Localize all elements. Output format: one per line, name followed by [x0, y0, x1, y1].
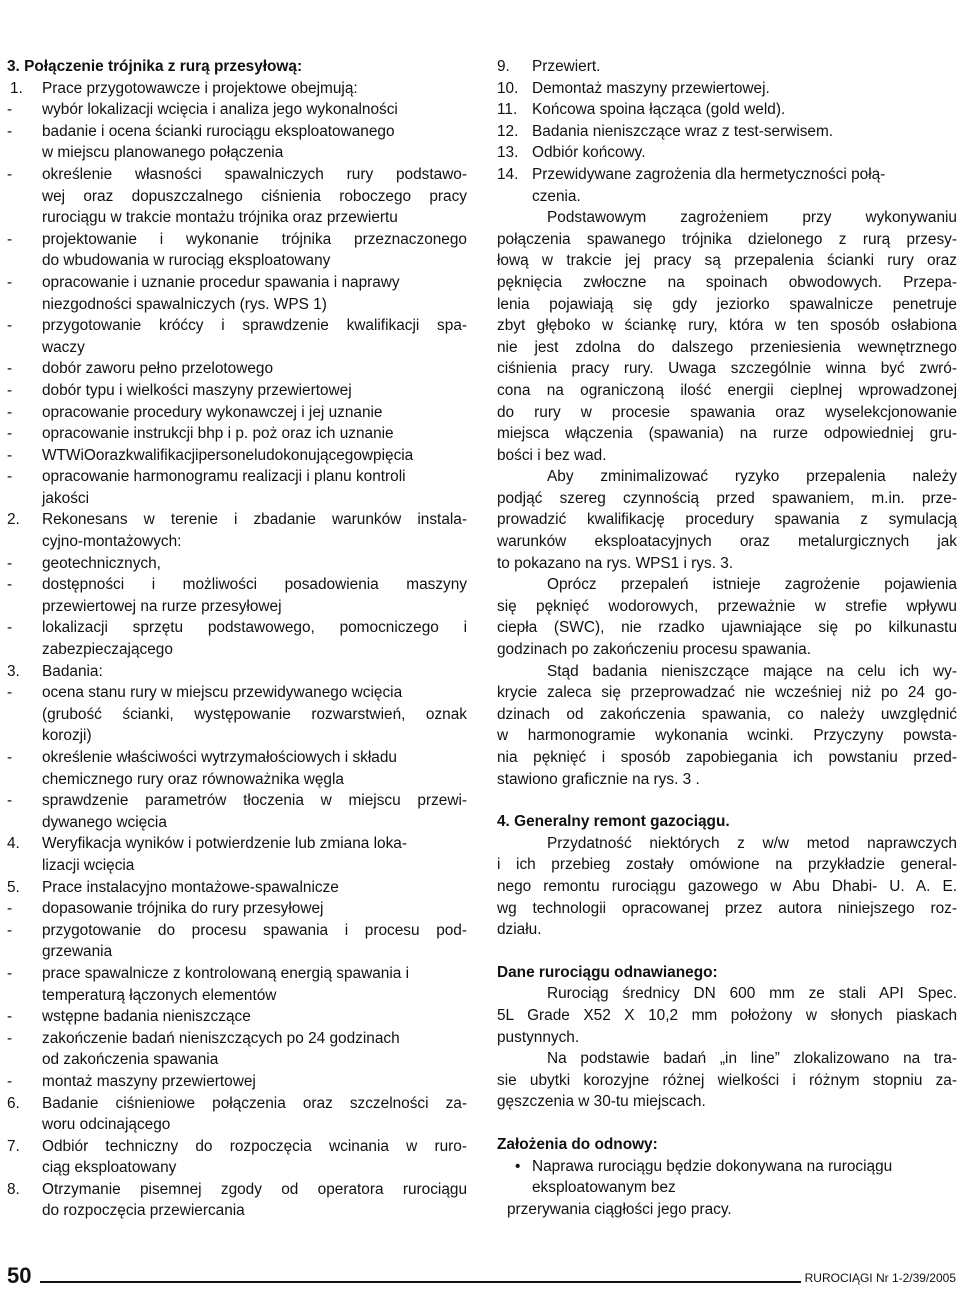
paragraph-line: godzinach po zakończeniu procesu spawania.: [497, 641, 812, 659]
dash-marker: -: [7, 554, 13, 572]
dash-marker: -: [7, 576, 13, 594]
number-marker: 10.: [497, 79, 519, 97]
list-item-text: Demontaż maszyny przewiertowej.: [532, 79, 770, 97]
paragraph-line: warunków eksploatacyjnych oraz metalurgicznych jak: [497, 533, 957, 551]
list-item-continuation: [7, 596, 467, 618]
paragraph-line: bości i bez wad.: [497, 446, 607, 464]
list-item: [7, 272, 467, 294]
list-item-continuation: [7, 812, 467, 834]
paragraph-line: nia pęknięć i sposób zapobiegania ich powstaniu przed-: [497, 749, 957, 766]
list-item-continuation: [7, 1114, 467, 1136]
list-item-text: ciąg eksploatowany: [42, 1159, 177, 1177]
number-marker: 2.: [7, 511, 20, 529]
list-item-text: przewiertowej na rurze przesyłowej: [42, 597, 282, 615]
list-item-text: jakości: [42, 489, 90, 507]
list-item-text: Prace przygotowawcze i projektowe obejmują:: [42, 79, 358, 97]
list-item: [497, 78, 957, 100]
paragraph-line: się pęknięć wodorowych, przeważnie w strefie wpływu: [497, 597, 957, 615]
subheading-pipeline-data: Dane rurociągu odnawianego:: [497, 963, 718, 981]
list-item-continuation: [7, 639, 467, 661]
paragraph-line: Przydatność niektórych z w/w metod naprawczych: [547, 834, 957, 852]
list-item-text: lokalizacji sprzętu podstawowego, pomocniczego i: [42, 619, 467, 637]
list-item-continuation: [7, 250, 467, 272]
list-item-continuation: [7, 1200, 467, 1222]
list-item: [497, 121, 957, 143]
right-column: [497, 56, 957, 1220]
paragraph-line: dzinach od zakończenia spawania, co należy uwzględnić: [497, 705, 957, 723]
list-item: [7, 963, 467, 985]
dash-marker: -: [7, 360, 13, 378]
list-item: [7, 833, 467, 855]
dash-marker: -: [7, 230, 13, 248]
list-item-continuation: [7, 769, 467, 791]
list-item: [7, 1028, 467, 1050]
section-heading-4: 4. Generalny remont gazociągu.: [497, 813, 730, 831]
bullet-list: [497, 1156, 957, 1199]
list-item-text: wej oraz dopuszczalnego ciśnienia roboczego pracy: [42, 187, 467, 205]
list-item: [7, 1179, 467, 1201]
list-item-text: Rekonesans w terenie i zbadanie warunków instala-: [42, 511, 467, 529]
section-heading: 3. Połączenie trójnika z rurą przesyłową:: [7, 58, 303, 75]
number-marker: 7.: [7, 1137, 20, 1155]
bullet-text: Naprawa rurociągu będzie dokonywana na rurociągu: [532, 1157, 893, 1175]
list-item: [7, 445, 467, 467]
paragraph-line: wg technologii opracowanej przez autora niniejszego roz-: [497, 899, 957, 917]
dash-marker: -: [7, 792, 13, 810]
paragraph-line: miejsca włączenia (spawania) na rurze odpowiedniej gru-: [497, 425, 957, 443]
list-item-text: opracowanie procedury wykonawczej i jej uznanie: [42, 403, 383, 421]
spacer: [497, 941, 957, 962]
list-item: [497, 56, 957, 78]
list-item: [7, 358, 467, 380]
list-item: [7, 402, 467, 424]
list-item-text: montaż maszyny przewiertowej: [42, 1072, 256, 1090]
bullet-text: eksploatowanym bez: [532, 1179, 676, 1197]
list-item-text: określenie własności spawalniczych rury podstawo-: [42, 165, 467, 183]
list-item: [497, 164, 957, 186]
list-item-text: Przewiert.: [532, 58, 601, 75]
paragraph-line: Aby zminimalizować ryzyko przepalenia należy: [547, 468, 957, 486]
list-item-continuation: [7, 725, 467, 747]
number-marker: 3.: [7, 662, 20, 680]
list-item-text: grzewania: [42, 943, 113, 961]
list-item-text: temperaturą łączonych elementów: [42, 986, 277, 1004]
list-item: [7, 315, 467, 337]
list-item-text: waczy: [42, 338, 85, 356]
list-item-text: Końcowa spoina łącząca (gold weld).: [532, 101, 786, 119]
list-item-continuation: [7, 1157, 467, 1179]
list-item-continuation: [7, 142, 467, 164]
paragraph-line: Stąd badania nieniszczące mające na celu ich wy-: [547, 662, 957, 680]
number-marker: 11.: [497, 101, 518, 119]
list-item-text: WTWiOorazkwalifikacjipersoneludokonującegowpięcia: [42, 446, 414, 464]
list-item: [7, 790, 467, 812]
list-item: [7, 682, 467, 704]
list-item-text: geotechnicznych,: [42, 554, 161, 572]
list-item-continuation: [7, 337, 467, 359]
paragraph-hydrogen-cracks: [497, 574, 957, 660]
paragraph-line: 5L Grade X52 X 10,2 mm położony w słonych piaskach: [497, 1006, 957, 1024]
spacer: [497, 1113, 957, 1134]
list-item-text: projektowanie i wykonanie trójnika przeznaczonego: [42, 230, 467, 248]
list-item-continuation: [7, 531, 467, 553]
dash-marker: -: [7, 468, 13, 486]
list-item-continuation: [7, 294, 467, 316]
list-item-text: zakończenie badań nieniszczących po 24 godzinach: [42, 1029, 400, 1047]
paragraph-inline-inspection: [497, 1048, 957, 1113]
paragraph-line: stawiono graficznie na rys. 3 .: [497, 770, 700, 788]
paragraph-line: nego remontu rurociągu gazowego w Abu Dhabi- U. A. E.: [497, 877, 957, 895]
list-item: [7, 99, 467, 121]
paragraph-ndt-timing: [497, 661, 957, 791]
list-item-text: sprawdzenie parametrów tłoczenia w miejscu przewi-: [42, 792, 467, 810]
list-item: [7, 747, 467, 769]
list-item-text: prace spawalnicze z kontrolowaną energią spawania i: [42, 964, 410, 982]
list-item: [7, 661, 467, 683]
paragraph-line: Podstawowym zagrożeniem przy wykonywaniu: [547, 209, 957, 227]
list-item-continuation: [7, 207, 467, 229]
list-item-text: niezgodności spawalniczych (rys. WPS 1): [42, 295, 327, 313]
list-item-continuation: [7, 941, 467, 963]
paragraph-line: podjąć szereg czynnością przed spawaniem, m.in. prze-: [497, 489, 957, 507]
paragraph-line: sie ubytki korozyjne różnej wielkości i różnym stopniu za-: [497, 1071, 957, 1089]
list-item-continuation: [7, 985, 467, 1007]
paragraph-line: działu.: [497, 921, 542, 939]
list-item-text: Przewidywane zagrożenia dla hermetyczności połą-: [532, 165, 886, 183]
dash-marker: -: [7, 1029, 13, 1047]
list-item-text: w miejscu planowanego połączenia: [42, 144, 284, 162]
list-item: [7, 121, 467, 143]
paragraph-overhaul: [497, 833, 957, 941]
subheading-assumptions: Założenia do odnowy:: [497, 1135, 658, 1153]
list-item-text: cyjno-montażowych:: [42, 533, 182, 551]
list-item-text: dywanego wcięcia: [42, 813, 167, 831]
list-item-continuation: [7, 186, 467, 208]
list-item-text: przygotowanie do procesu spawania i procesu pod-: [42, 921, 467, 939]
list-item-text: Odbiór techniczny do rozpoczęcia wcinania w ruro-: [42, 1137, 467, 1155]
paragraph-line: cona na ograniczoną ilość energii cieplnej wprowadzonej: [497, 381, 957, 399]
list-item-text: do wbudowania w rurociąg eksploatowany: [42, 252, 331, 270]
list-item-text: badanie i ocena ścianki rurociągu eksploatowanego: [42, 122, 395, 140]
paragraph-line: Oprócz przepaleń istnieje zagrożenie pojawienia: [547, 576, 957, 594]
list-item-text: Badania:: [42, 662, 103, 680]
number-marker: 8.: [7, 1180, 20, 1198]
list-item: [7, 553, 467, 575]
list-item: [7, 920, 467, 942]
list-item-text: od zakończenia spawania: [42, 1051, 219, 1069]
list-item-text: Badanie ciśnieniowe połączenia oraz szczelności za-: [42, 1094, 467, 1112]
list-item-text: opracowanie instrukcji bhp i p. poż oraz ich uznanie: [42, 425, 394, 443]
number-marker: 5.: [7, 878, 20, 896]
list-item-text: dobór zaworu pełno przelotowego: [42, 360, 274, 378]
dash-marker: -: [7, 122, 13, 140]
left-column: [7, 56, 467, 1222]
list-item-text: rurociągu w trakcie montażu trójnika oraz przewiertu: [42, 209, 398, 227]
paragraph-line: ciśnienia pracy rury. Uwaga szczególnie winna być zwró-: [497, 360, 957, 378]
dash-marker: -: [7, 619, 13, 637]
dash-marker: -: [7, 381, 13, 399]
paragraph-line: ciepła (SWC), nie rzadko ujawniające się po kilkunastu: [497, 619, 957, 637]
list-item: [7, 574, 467, 596]
list-item: [7, 380, 467, 402]
bullet-icon: •: [515, 1157, 521, 1175]
list-item: [7, 1006, 467, 1028]
number-marker: 6.: [7, 1094, 20, 1112]
paragraph-line: i ich przebieg zostały omówione na przykładzie general-: [497, 856, 957, 874]
list-item-text: określenie właściwości wytrzymałościowych i składu: [42, 749, 397, 766]
dash-marker: -: [7, 900, 13, 918]
list-item: [7, 164, 467, 186]
paragraph-pipeline-spec: [497, 983, 957, 1048]
bullet-item: [497, 1156, 957, 1178]
list-item: [497, 99, 957, 121]
list-item-text: Odbiór końcowy.: [532, 144, 646, 162]
list-item-continuation: [7, 1049, 467, 1071]
list-item-text: dostępności i możliwości posadowienia maszyny: [42, 576, 467, 594]
left-list: [7, 78, 467, 1222]
list-item-text: Badania nieniszczące wraz z test-serwisem.: [532, 122, 834, 140]
list-item-text: wybór lokalizacji wcięcia i analiza jego wykonalności: [42, 101, 398, 119]
dash-marker: -: [7, 446, 13, 464]
dash-marker: -: [7, 425, 13, 443]
list-item: [497, 142, 957, 164]
spacer: [497, 790, 957, 811]
list-item-text: do rozpoczęcia przewiercania: [42, 1202, 245, 1220]
list-item-text: (grubość ścianki, występowanie rozwarstwień, oznak: [42, 705, 467, 723]
dash-marker: -: [7, 921, 13, 939]
list-item-text: dobór typu i wielkości maszyny przewiertowej: [42, 381, 352, 399]
paragraph-line: połączenia spawanego trójnika dzielonego z rurą przesy-: [497, 230, 957, 248]
list-item-text: czenia.: [532, 187, 581, 205]
number-marker: 1.: [10, 79, 23, 97]
journal-reference: RUROCIĄGI Nr 1-2/39/2005: [801, 1271, 956, 1285]
list-item-continuation: [7, 855, 467, 877]
paragraph-line: zbyt głęboko w ściankę rury, która w ten sposób osłabiona: [497, 317, 957, 335]
dash-marker: -: [7, 403, 13, 421]
dash-marker: -: [7, 165, 13, 183]
list-item-text: ocena stanu rury w miejscu przewidywanego wcięcia: [42, 684, 403, 702]
list-item: [7, 78, 467, 100]
bullet-continuation: przerywania ciągłości jego pracy.: [507, 1200, 732, 1218]
list-item-text: Weryfikacja wyników i potwierdzenie lub zmiana loka-: [42, 835, 407, 853]
continued-list: [497, 56, 957, 207]
list-item-continuation: [7, 488, 467, 510]
list-item: [7, 1136, 467, 1158]
paragraph-line: gęszczenia w 30-tu miejscach.: [497, 1093, 706, 1111]
list-item-text: Otrzymanie pisemnej zgody od operatora rurociągu: [42, 1180, 467, 1198]
list-item: [7, 229, 467, 251]
paragraph-threats: [497, 207, 957, 466]
paragraph-line: prowadzić kwalifikację procedury spawania z symulacją: [497, 511, 957, 529]
paragraph-line: w harmonogramie wykonania wcinki. Przyczyny powsta-: [497, 727, 957, 745]
list-item-text: dopasowanie trójnika do rury przesyłowej: [42, 900, 324, 918]
dash-marker: -: [7, 1008, 13, 1026]
paragraph-line: pustynnych.: [497, 1028, 580, 1046]
paragraph-minimize-risk: [497, 466, 957, 574]
list-item: [497, 186, 957, 208]
list-item: [7, 1093, 467, 1115]
list-item-text: opracowanie i uznanie procedur spawania i naprawy: [42, 273, 400, 291]
list-item-text: opracowanie harmonogramu realizacji i planu kontroli: [42, 468, 406, 486]
dash-marker: -: [7, 273, 13, 291]
list-item-text: chemicznego rury oraz równoważnika węgla: [42, 770, 344, 788]
paragraph-line: Rurociąg średnicy DN 600 mm ze stali API Spec.: [547, 985, 957, 1003]
dash-marker: -: [7, 684, 13, 702]
list-item-text: Prace instalacyjno montażowe-spawalnicze: [42, 878, 339, 896]
list-item: [7, 423, 467, 445]
list-item-continuation: [7, 704, 467, 726]
number-marker: 12.: [497, 122, 519, 140]
list-item-text: woru odcinającego: [42, 1116, 171, 1134]
page-number: 50: [7, 1264, 35, 1288]
list-item: [7, 898, 467, 920]
number-marker: 13.: [497, 144, 519, 162]
dash-marker: -: [7, 1072, 13, 1090]
bullet-item: [497, 1177, 957, 1199]
list-item-text: przygotowanie króćcy i sprawdzenie kwalifikacji spa-: [42, 317, 467, 335]
number-marker: 4.: [7, 835, 20, 853]
paragraph-line: to pokazano na rys. WPS1 i rys. 3.: [497, 554, 734, 572]
dash-marker: -: [7, 964, 13, 982]
number-marker: 9.: [497, 58, 510, 75]
list-item: [7, 509, 467, 531]
dash-marker: -: [7, 101, 13, 119]
list-item-text: wstępne badania nieniszczące: [42, 1008, 251, 1026]
paragraph-line: Na podstawie badań „in line” zlokalizowano na tra-: [547, 1050, 957, 1068]
paragraph-line: do rury w procesie spawania oraz wyselekcjonowanie: [497, 403, 957, 421]
list-item-text: korozji): [42, 727, 92, 745]
list-item: [7, 1071, 467, 1093]
list-item: [7, 877, 467, 899]
list-item: [7, 617, 467, 639]
paragraph-line: łową w trakcie jej pracy są przepalenia ścianki rury oraz: [497, 252, 957, 270]
list-item-text: lizacji wcięcia: [42, 856, 135, 874]
paragraph-line: krycie zaleca się przeprowadzać nie wcześniej niż po 24 go-: [497, 684, 957, 702]
number-marker: 14.: [497, 165, 519, 183]
dash-marker: -: [7, 749, 13, 766]
paragraph-line: nie jest zdolna do dalszego przeniesienia wewnętrznego: [497, 338, 957, 356]
list-item: [7, 466, 467, 488]
dash-marker: -: [7, 317, 13, 335]
paragraph-line: pęknięcia zwłoczne na spoinach obwodowych. Przepa-: [497, 273, 957, 291]
paragraph-line: lenia pojawiają się gdy jeziorko spawalnicze penetruje: [497, 295, 957, 313]
list-item-text: zabezpieczającego: [42, 641, 173, 659]
